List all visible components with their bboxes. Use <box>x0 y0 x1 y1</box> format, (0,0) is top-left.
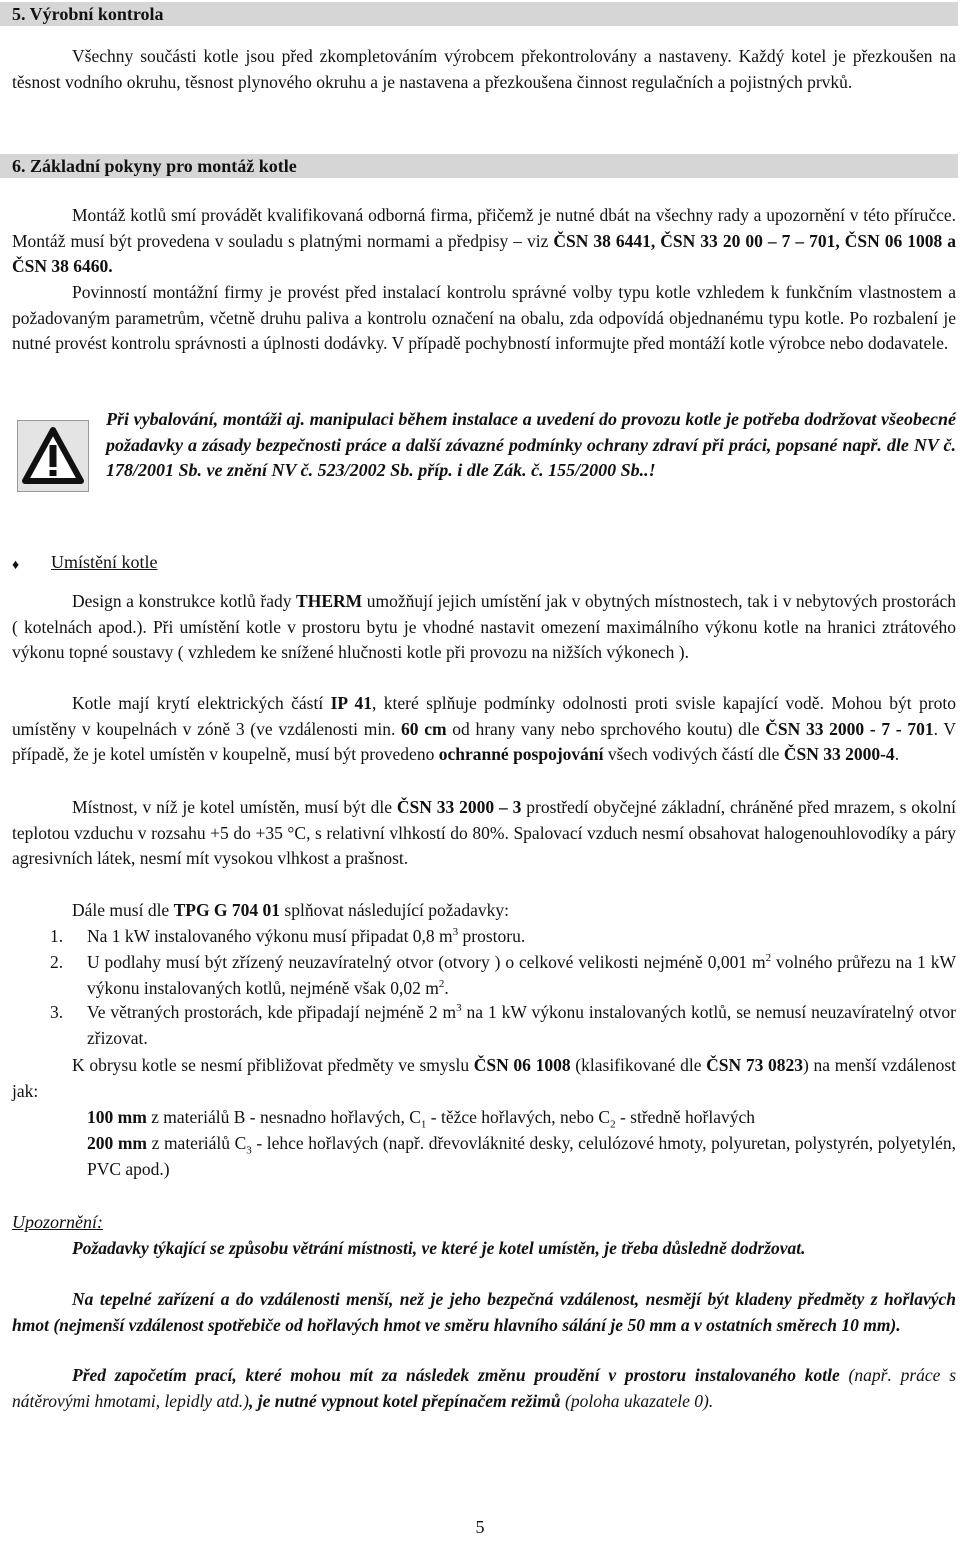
text-run: , které splňuje podmínky odolnosti proti svisle kapající vodě. Mohou být proto umístěny v koupelnách v zóně 3 (ve vzdálenosti min. <box>12 693 956 739</box>
text-run: Před započetím prací, které mohou mít za následek změnu proudění v prostoru instalovaného kotle <box>72 1365 840 1385</box>
text-run: Design a konstrukce kotlů řady <box>72 591 297 611</box>
standard-ref: ČSN 33 2000-4 <box>783 744 895 765</box>
text-run: Místnost, v níž je kotel umístěn, musí být dle <box>72 797 397 817</box>
diamond-bullet-icon: ♦ <box>12 558 20 573</box>
subscript: 2 <box>610 1118 616 1131</box>
text-run: splňovat následující požadavky: <box>280 900 509 920</box>
placement-paragraph-1 <box>12 589 956 666</box>
placement-heading: Umístění kotle <box>51 552 158 572</box>
safety-warning: Při vybalování, montáži aj. manipulaci během instalace a uvedení do provozu kotle je potřeba dodržovat všeobecné požadavky a zásady bezpečnosti práce a další závazné podmínky ochrany zdraví při práci, popsané např. dle NV č. 178/2001 Sb. ve znění NV č. 523/2002 Sb. příp. i dle Zák. č. 155/2000 Sb..! <box>106 409 956 481</box>
text-run: - lehce hořlavých (např. dřevovláknité desky, celulózové hmoty, polyuretan, polystyrén, polyetylén, PVC apod.) <box>87 1133 956 1179</box>
notice-paragraph-1: Požadavky týkající se způsobu větrání místnosti, ve které je kotel umístěn, je třeba důsledně dodržovat. <box>72 1238 806 1258</box>
list-item-number: 2. <box>50 952 64 972</box>
notice-title: Upozornění: <box>12 1212 103 1232</box>
standard-ref: ČSN 06 1008 <box>473 1055 571 1075</box>
text-run: (poloha ukazatele 0). <box>560 1390 714 1411</box>
placement-paragraph-2 <box>12 691 956 768</box>
text-run: na 1 kW výkonu instalovaných kotlů, se nemusí neuzavíratelný otvor zřizovat. <box>87 1002 956 1048</box>
text-run: prostoru. <box>458 926 526 946</box>
ip-rating: IP 41 <box>330 693 373 713</box>
text-run: - těžce hořlavých, nebo C <box>426 1107 611 1127</box>
superscript: 2 <box>765 952 772 965</box>
warning-icon-box <box>17 420 89 492</box>
section-6-paragraph-2: Povinností montážní firmy je provést před instalací kontrolu správné volby typu kotle vzhledem k funkčním vlastnostem a požadovaným parametrům, včetně druhu paliva a kontrolu označení na obalu, zda odpovídá objednanému typu kotle. Po rozbalení je nutné provést kontrolu správnosti a úplnosti dodávky. V případě pochybností informujte před montáží kotle výrobce nebo dodavatele. <box>12 282 956 354</box>
warning-triangle-icon <box>18 421 88 491</box>
text-run: volného průřezu na 1 kW výkonu instalovaných kotlů, nejméně však 0,02 m <box>87 952 956 998</box>
section-5-title: 5. Výrobní kontrola <box>0 2 958 26</box>
text-run: ) na menší vzdálenost jak: <box>12 1055 957 1101</box>
standard-ref: ČSN 73 0823 <box>706 1055 804 1075</box>
text-run: (např. práce s nátěrovými hmotami, lepidly atd.) <box>12 1365 957 1411</box>
distance-row-100mm <box>87 1105 956 1131</box>
distance-value: 100 mm <box>87 1107 147 1127</box>
subscript: 1 <box>420 1118 427 1131</box>
brand-therm: THERM <box>296 591 363 611</box>
distance-row-200mm <box>87 1131 956 1182</box>
section-6-title: 6. Základní pokyny pro montáž kotle <box>0 154 958 178</box>
page-number: 5 <box>475 1517 485 1537</box>
text-run: - středně hořlavých <box>615 1107 756 1127</box>
text-run: od hrany vany nebo sprchového koutu) dle <box>446 718 766 739</box>
bonding-term: ochranné pospojování <box>438 744 604 765</box>
text-run: umožňují jejich umístění jak v obytných místnostech, tak i v nebytových prostorách ( kotelnách apod.). Při umístění kotle v prostoru bytu je vhodné nastavit omezení maximálního výkonu kotle na hranici ztrátového výkonu topné soustavy ( vzhledem ke snížené hlučnosti kotle při provozu na nižších výkonech ). <box>12 591 956 663</box>
superscript: 3 <box>456 1002 462 1015</box>
placement-paragraph-4 <box>12 898 956 924</box>
placement-paragraph-3 <box>12 795 956 872</box>
standard-ref: ČSN 33 2000 - 7 - 701 <box>765 718 934 739</box>
list-item <box>87 924 956 950</box>
text-run: . <box>894 744 900 765</box>
text-run: prostředí obyčejné základní, chráněné před mrazem, s okolní teplotou vzduchu v rozsahu +5 do +35 °C, s relativní vlhkostí do 80%. Spalovací vzduch nesmí obsahovat halogenouhlovodíky a páry agresivních látek, nesmí mít vysokou vlhkost a prašnost. <box>12 797 956 869</box>
list-item <box>87 1000 956 1051</box>
distance-value: 200 mm <box>87 1133 147 1153</box>
text-run: Dále musí dle <box>72 900 174 920</box>
standard-ref: ČSN 33 2000 – 3 <box>396 797 522 817</box>
text-run: U podlahy musí být zřízený neuzavíratelný otvor (otvory ) o celkové velikosti nejméně 0,001 m <box>87 952 766 972</box>
list-item-number: 1. <box>50 926 64 946</box>
section-6-paragraph-1 <box>12 203 956 280</box>
text-run: K obrysu kotle se nesmí přibližovat předměty ve smyslu <box>72 1055 474 1075</box>
text-run: z materiálů C <box>147 1133 247 1153</box>
placement-paragraph-5 <box>12 1053 956 1104</box>
section-5-paragraph: Všechny součásti kotle jsou před zkompletováním výrobcem překontrolovány a nastaveny. Každý kotel je přezkoušen na těsnost vodního okruhu, těsnost plynového okruhu a je nastavena a přezkoušena činnost regulačních a pojistných prvků. <box>12 46 956 92</box>
standards-list: ČSN 38 6441, ČSN 33 20 00 – 7 – 701, ČSN 06 1008 a ČSN 38 6460. <box>12 230 957 277</box>
superscript: 2 <box>438 977 445 990</box>
notice-paragraph-3 <box>12 1363 956 1414</box>
text-run: Na 1 kW instalovaného výkonu musí připadat 0,8 m <box>87 926 453 946</box>
text-run: Ve větraných prostorách, kde připadají nejméně 2 m <box>87 1002 457 1022</box>
superscript: 3 <box>452 926 459 939</box>
text-run: . V případě, že je kotel umístěn v koupelně, musí být provedeno <box>12 718 956 765</box>
distance-value: 60 cm <box>401 718 447 739</box>
text-run: (klasifikované dle <box>570 1055 707 1075</box>
section-6-paragraph-1-text: Montáž kotlů smí provádět kvalifikovaná odborná firma, přičemž je nutné dbát na všechny rady a upozornění v této příručce. Montáž musí být provedena v souladu s platnými normami a předpisy – viz <box>12 205 956 251</box>
standard-ref: TPG G 704 01 <box>173 900 281 920</box>
list-item <box>87 950 956 1001</box>
text-run: , je nutné vypnout kotel přepínačem režimů <box>249 1390 561 1411</box>
text-run: všech vodivých částí dle <box>603 744 784 765</box>
text-run: Kotle mají krytí elektrických částí <box>72 693 331 713</box>
list-item-number: 3. <box>50 1002 64 1022</box>
notice-paragraph-2: Na tepelné zařízení a do vzdálenosti menší, než je jeho bezpečná vzdálenost, nesmějí být kladeny předměty z hořlavých hmot (nejmenší vzdálenost spotřebiče od hořlavých hmot ve směru hlavního sálání je 50 mm a v ostatních směrech 10 mm). <box>12 1289 956 1335</box>
subscript: 3 <box>246 1144 252 1157</box>
text-run: z materiálů B - nesnadno hořlavých, C <box>146 1107 421 1127</box>
text-run: . <box>444 977 449 998</box>
